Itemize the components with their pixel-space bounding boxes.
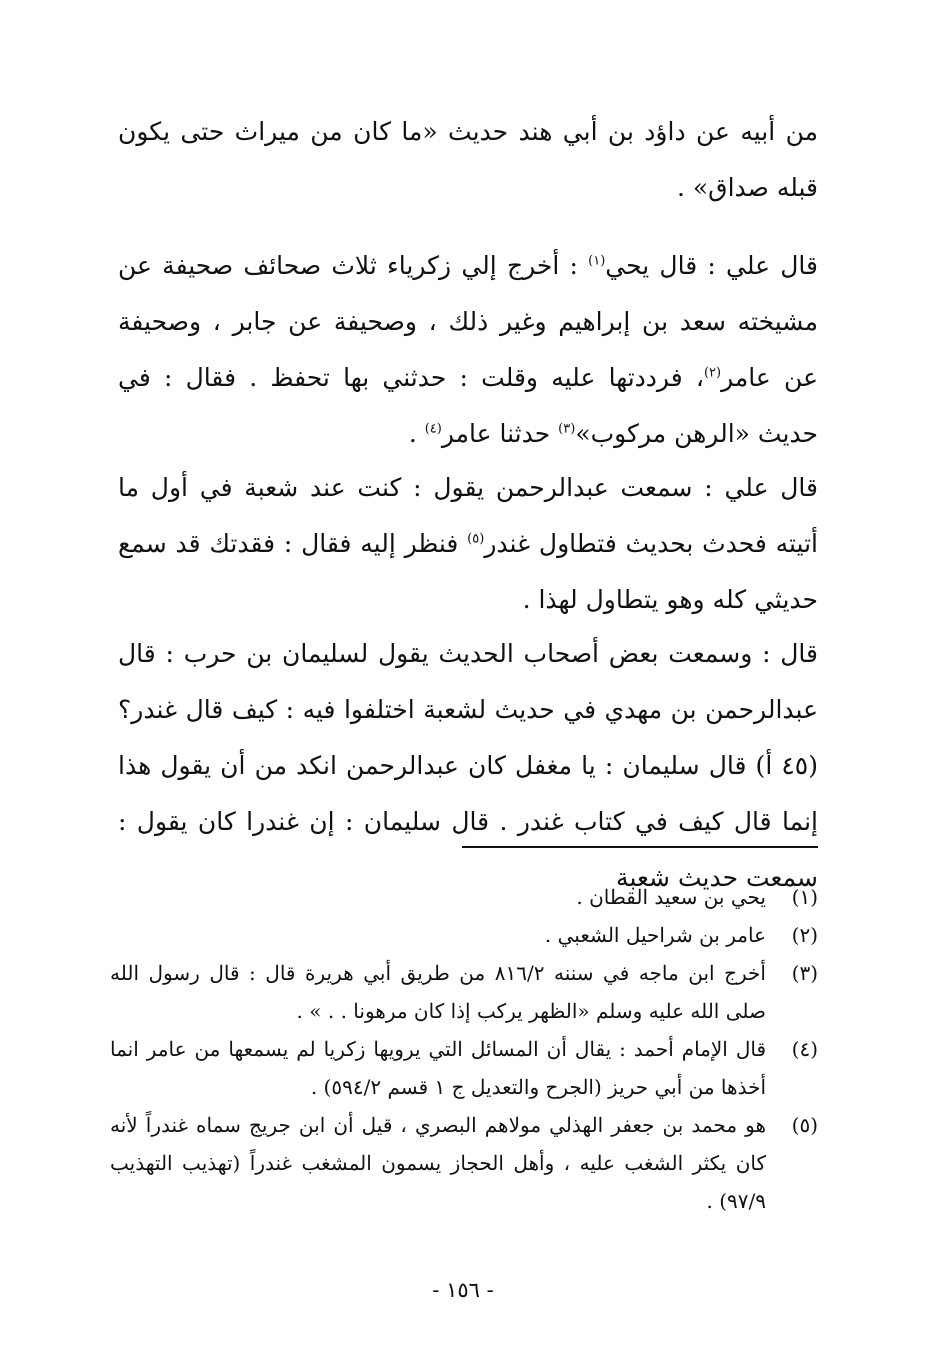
page-number: - ١٥٦ - — [432, 1278, 494, 1302]
footnote-number: (٣) — [791, 961, 818, 985]
footnote-ref-3: (٣) — [558, 421, 576, 437]
text-run: حدثنا عامر — [441, 419, 559, 448]
text-run: فنظر إليه فقال : فقدتك قد سمع حديثي كله وهو يتطاول لهذا . — [118, 529, 818, 614]
footnote-ref-4: (٤) — [424, 421, 442, 437]
footnote-text: قال الإمام أحمد : يقال أن المسائل التي يرويها زكريا لم يسمعها من عامر انما أخذها من أبي حريز (الجرح والتعديل ج ١ قسم ٥٩٤/٢) . — [110, 1037, 766, 1099]
footnotes — [110, 878, 818, 1220]
footnote-number: (٤) — [791, 1037, 818, 1061]
paragraph-text: من أبيه عن داؤد بن أبي هند حديث «ما كان من ميراث حتى يكون قبله صداق» . — [118, 117, 818, 202]
text-run: قال علي : قال يحي — [605, 251, 819, 280]
footnote-1 — [110, 878, 818, 916]
text-run: . — [408, 419, 425, 448]
footnote-text: يحي بن سعيد القطان . — [576, 885, 766, 909]
footnote-ref-2: (٢) — [703, 365, 722, 381]
text-run: ، فرددتها عليه وقلت : حدثني بها تحفظ . فقال : في حديث «الرهن مركوب» — [118, 363, 818, 448]
footnote-ref-1: (١) — [588, 253, 606, 269]
footnote-3 — [110, 954, 818, 1030]
paragraph-3 — [118, 460, 818, 628]
paragraph-text: قال : وسمعت بعض أصحاب الحديث يقول لسليمان بن حرب : قال عبدالرحمن بن مهدي في حديث لشعبة اختلفوا فيه : كيف قال غندر؟ (٤٥ أ) قال سليمان : يا مغفل كان عبدالرحمن انكد من أن يقول هذا إنما قال كيف في كتاب غندر . قال سليمان : إن غندرا كان يقول : سمعت حديث شعبة — [118, 639, 818, 892]
footnote-separator — [462, 846, 818, 848]
footnote-ref-5: (٥) — [467, 531, 485, 547]
footnote-5 — [110, 1106, 818, 1220]
paragraph-2 — [118, 238, 818, 462]
footnote-number: (٥) — [791, 1113, 818, 1137]
footnote-number: (٢) — [791, 923, 818, 947]
paragraph-text — [118, 460, 818, 628]
text-run: : أخرج إلي زكرياء ثلاث صحائف صحيفة عن مشيخته سعد بن إبراهيم وغير ذلك ، وصحيفة عن جابر ، وصحيفة عن عامر — [118, 251, 818, 392]
footnote-4 — [110, 1030, 818, 1106]
footnote-text: عامر بن شراحيل الشعبي . — [544, 923, 766, 947]
footnote-text: هو محمد بن جعفر الهذلي مولاهم البصري ، قيل أن ابن جريج سماه غندراً لأنه كان يكثر الشغب عليه ، وأهل الحجاز يسمون المشغب غندراً (تهذيب التهذيب ٩٧/٩) . — [110, 1113, 767, 1213]
text-run: قال علي : سمعت عبدالرحمن يقول : كنت عند شعبة في أول ما أتيته فحدث بحديث فتطاول غندر — [118, 473, 819, 558]
paragraph-4 — [118, 626, 818, 906]
footnote-2 — [110, 916, 818, 954]
paragraph-text — [118, 238, 818, 462]
footnote-text: أخرج ابن ماجه في سننه ٨١٦/٢ من طريق أبي هريرة قال : قال رسول الله صلى الله عليه وسلم «الظهر يركب إذا كان مرهونا . . » . — [110, 961, 766, 1023]
paragraph-1 — [118, 104, 818, 216]
footnote-number: (١) — [791, 885, 818, 909]
